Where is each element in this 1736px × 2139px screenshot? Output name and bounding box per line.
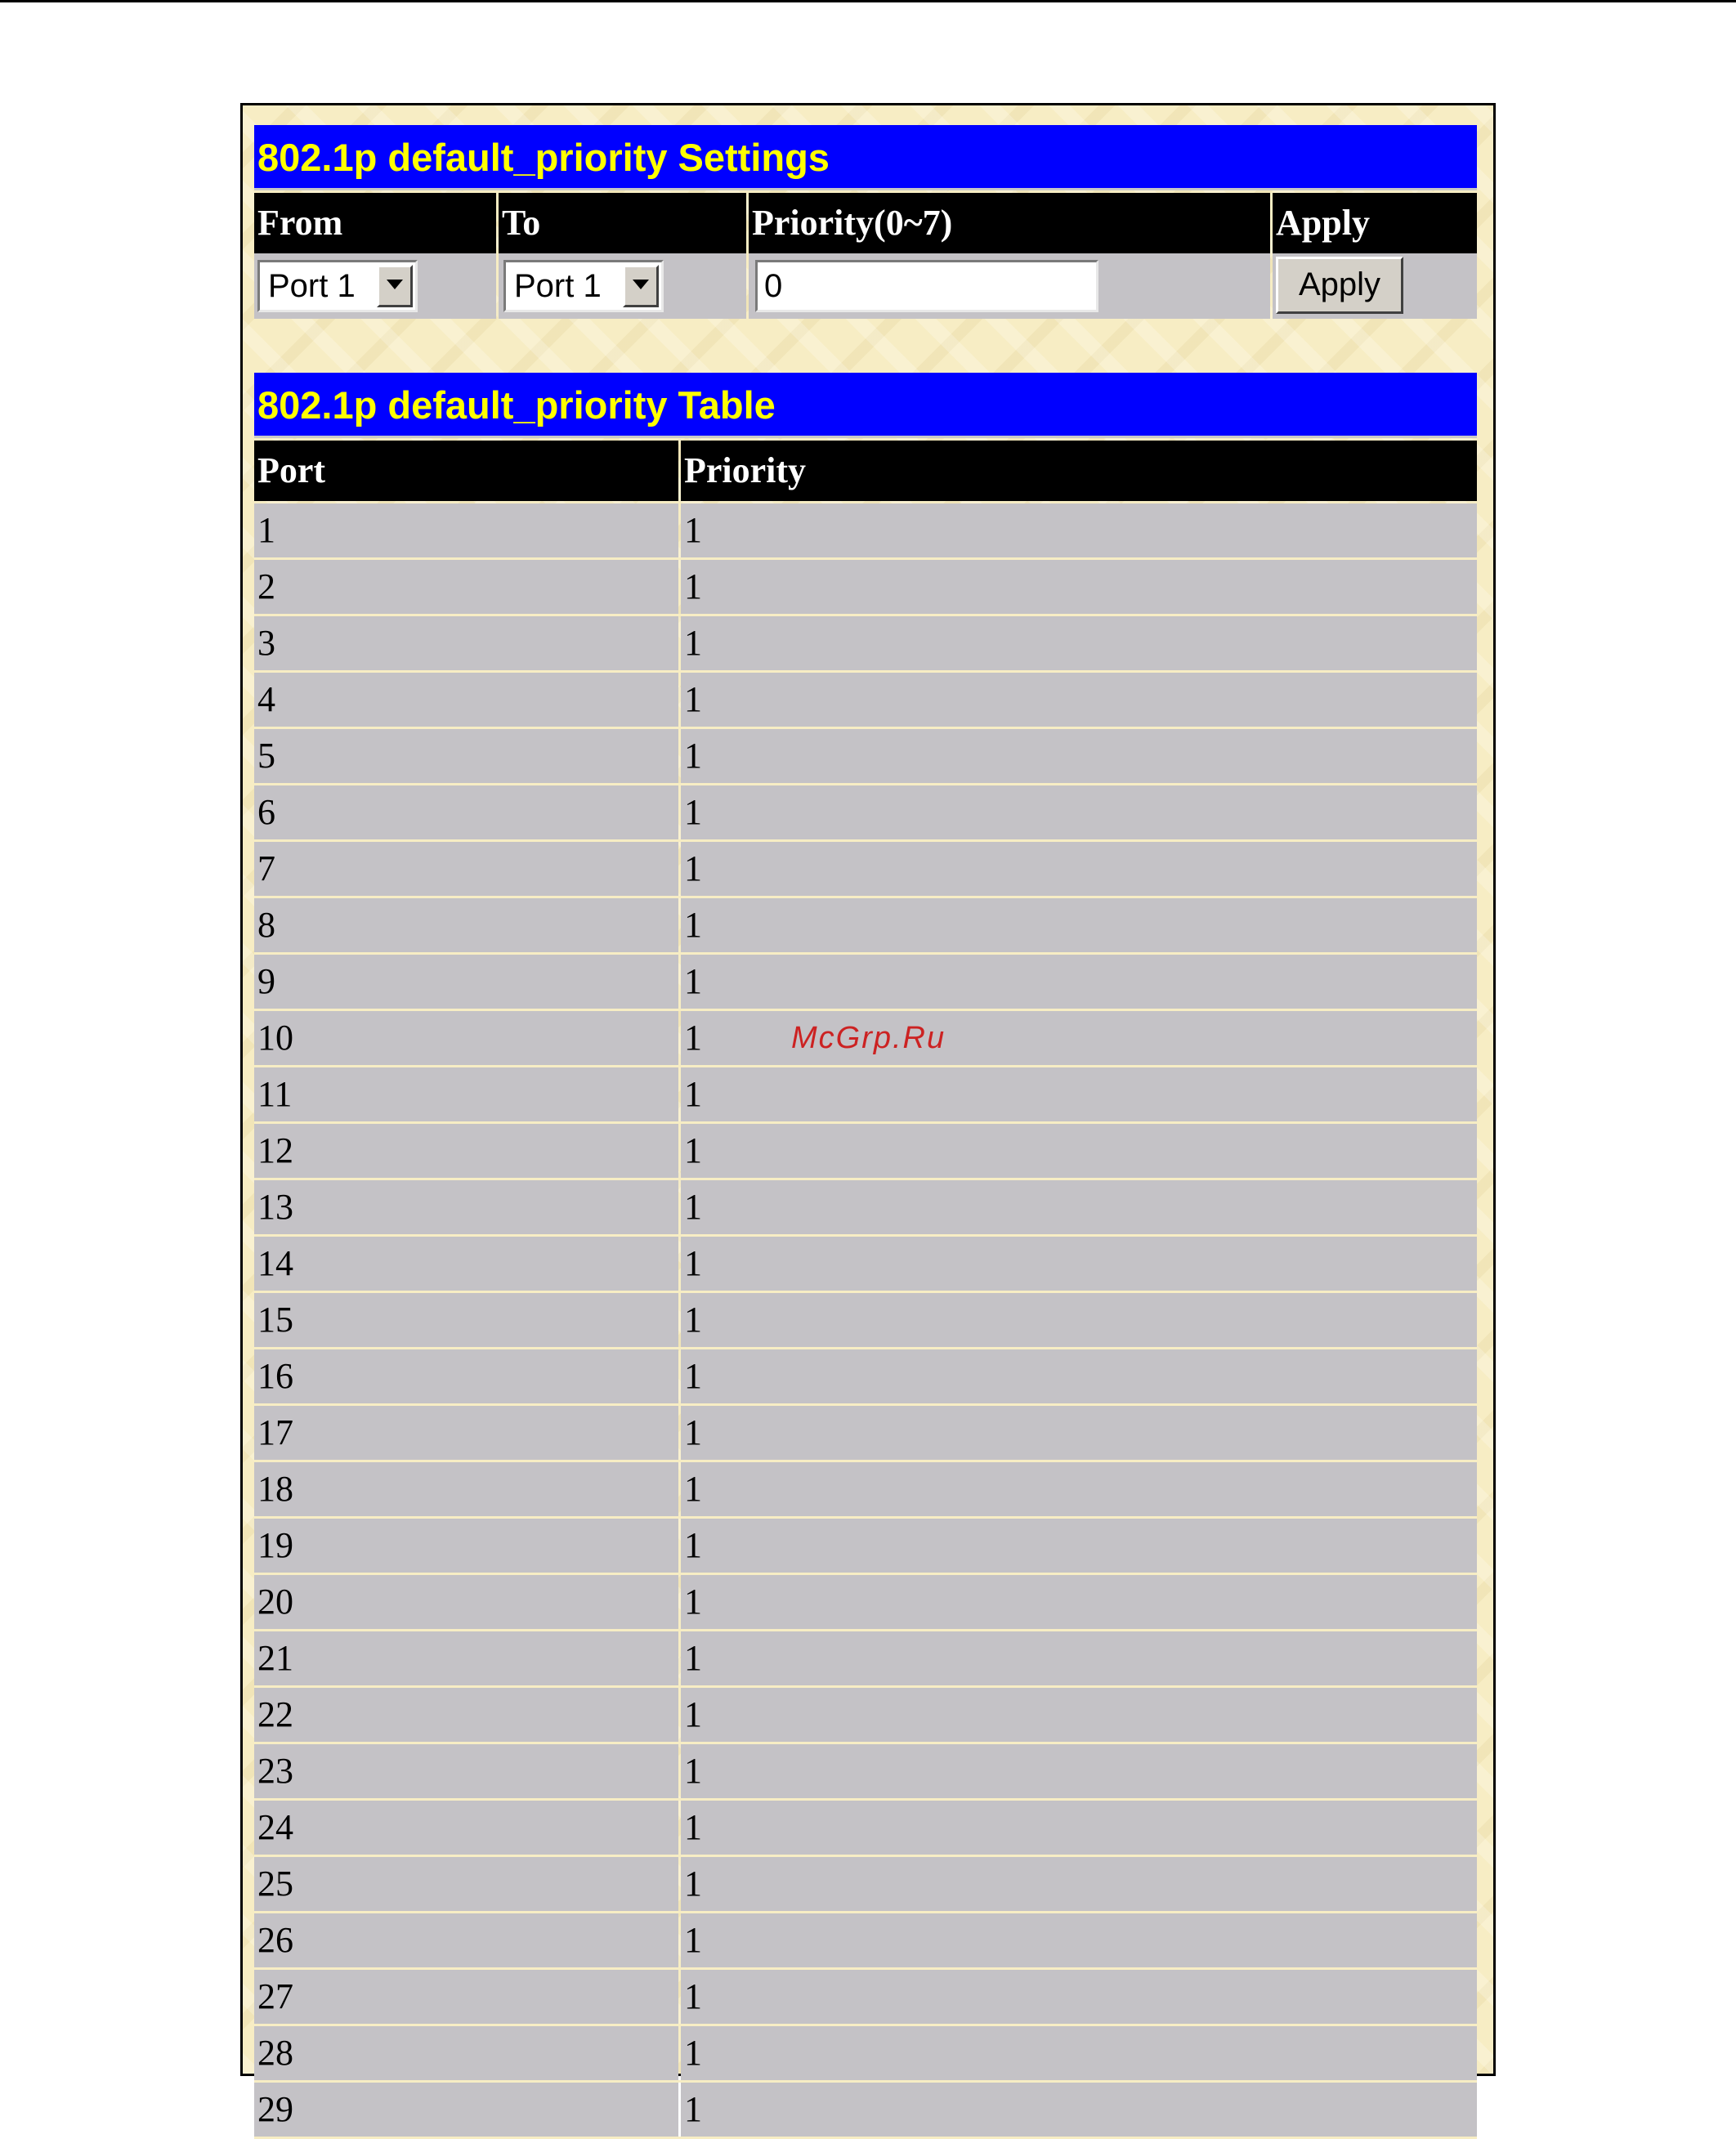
priority-cell: 1 xyxy=(681,616,1477,670)
chevron-down-icon[interactable] xyxy=(623,265,659,307)
table-row xyxy=(254,1406,1477,1462)
settings-panel xyxy=(240,103,1496,2129)
table-row xyxy=(254,1293,1477,1349)
table-row xyxy=(254,2026,1477,2083)
apply-button[interactable]: Apply xyxy=(1276,257,1403,314)
port-cell: 11 xyxy=(254,1067,678,1121)
from-port-value: Port 1 xyxy=(268,268,356,304)
priority-cell: 1 xyxy=(681,1519,1477,1573)
priority-cell: 1 xyxy=(681,2083,1477,2137)
port-cell: 8 xyxy=(254,898,678,952)
table-row xyxy=(254,673,1477,729)
to-port-select[interactable] xyxy=(503,260,664,312)
port-cell: 18 xyxy=(254,1462,678,1516)
table-row xyxy=(254,1913,1477,1970)
port-column-header: Port xyxy=(254,441,678,501)
port-cell: 25 xyxy=(254,1857,678,1911)
priority-cell: 1 xyxy=(681,898,1477,952)
table-row xyxy=(254,1744,1477,1801)
priority-cell: 1 xyxy=(681,1293,1477,1347)
port-cell: 10 xyxy=(254,1011,678,1065)
priority-cell: 1 xyxy=(681,1406,1477,1460)
port-cell: 14 xyxy=(254,1237,678,1291)
priority-cell: 1 xyxy=(681,785,1477,839)
table-row xyxy=(254,1067,1477,1124)
priority-header: Priority(0~7) xyxy=(749,193,1270,253)
priority-cell: 1 xyxy=(681,842,1477,896)
port-cell: 20 xyxy=(254,1575,678,1629)
table-row xyxy=(254,955,1477,1011)
port-cell: 29 xyxy=(254,2083,678,2137)
port-cell: 27 xyxy=(254,1970,678,2024)
table-row xyxy=(254,616,1477,673)
apply-cell xyxy=(1273,253,1477,319)
watermark: McGrp.Ru xyxy=(791,1021,946,1055)
table-row xyxy=(254,1462,1477,1519)
table-row xyxy=(254,1575,1477,1631)
port-cell: 26 xyxy=(254,1913,678,1967)
table-row xyxy=(254,898,1477,955)
priority-cell: 1 xyxy=(681,1067,1477,1121)
port-cell: 21 xyxy=(254,1631,678,1685)
table-row xyxy=(254,785,1477,842)
priority-cell: 1 xyxy=(681,673,1477,727)
priority-cell: 1 xyxy=(681,1631,1477,1685)
table-row xyxy=(254,1519,1477,1575)
priority-cell: 1 xyxy=(681,560,1477,614)
table-row xyxy=(254,560,1477,616)
priority-cell: 1 xyxy=(681,1970,1477,2024)
table-row xyxy=(254,842,1477,898)
to-cell xyxy=(499,253,746,319)
from-cell xyxy=(254,253,496,319)
table-row xyxy=(254,1857,1477,1913)
priority-cell: 1 xyxy=(681,1462,1477,1516)
table-row xyxy=(254,1349,1477,1406)
table-row xyxy=(254,1631,1477,1688)
port-cell: 28 xyxy=(254,2026,678,2080)
port-cell: 24 xyxy=(254,1801,678,1855)
port-cell: 22 xyxy=(254,1688,678,1742)
port-cell: 5 xyxy=(254,729,678,783)
priority-cell: 1 xyxy=(681,1349,1477,1403)
priority-table-body xyxy=(254,503,1477,2139)
port-cell: 2 xyxy=(254,560,678,614)
priority-cell: 1 xyxy=(681,955,1477,1009)
priority-cell: 1 xyxy=(681,1011,1477,1065)
to-header: To xyxy=(499,193,746,253)
priority-cell: 1 xyxy=(681,1124,1477,1178)
port-cell: 7 xyxy=(254,842,678,896)
top-rule xyxy=(0,0,1736,2)
table-title: 802.1p default_priority Table xyxy=(254,373,1477,438)
table-row xyxy=(254,1124,1477,1180)
priority-column-header: Priority xyxy=(681,441,1477,501)
port-cell: 23 xyxy=(254,1744,678,1798)
port-cell: 15 xyxy=(254,1293,678,1347)
table-row xyxy=(254,2083,1477,2139)
to-port-value: Port 1 xyxy=(514,268,602,304)
table-row xyxy=(254,503,1477,560)
priority-cell: 1 xyxy=(681,729,1477,783)
port-cell: 19 xyxy=(254,1519,678,1573)
port-cell: 6 xyxy=(254,785,678,839)
priority-cell: 1 xyxy=(681,1744,1477,1798)
table-row xyxy=(254,1180,1477,1237)
chevron-down-icon[interactable] xyxy=(377,265,413,307)
table-row xyxy=(254,1970,1477,2026)
priority-cell: 1 xyxy=(681,1180,1477,1234)
priority-cell: 1 xyxy=(681,1913,1477,1967)
port-cell: 17 xyxy=(254,1406,678,1460)
table-row xyxy=(254,1237,1477,1293)
priority-cell: 1 xyxy=(681,1857,1477,1911)
port-cell: 9 xyxy=(254,955,678,1009)
apply-header: Apply xyxy=(1273,193,1477,253)
port-cell: 1 xyxy=(254,503,678,557)
table-row xyxy=(254,729,1477,785)
priority-cell: 1 xyxy=(681,1575,1477,1629)
table-row xyxy=(254,1688,1477,1744)
priority-input[interactable] xyxy=(755,260,1098,312)
settings-title: 802.1p default_priority Settings xyxy=(254,125,1477,190)
table-row xyxy=(254,1801,1477,1857)
priority-cell: 1 xyxy=(681,1801,1477,1855)
port-cell: 3 xyxy=(254,616,678,670)
priority-cell: 1 xyxy=(681,2026,1477,2080)
from-header: From xyxy=(254,193,496,253)
port-cell: 12 xyxy=(254,1124,678,1178)
from-port-select[interactable] xyxy=(257,260,418,312)
priority-cell: 1 xyxy=(681,1237,1477,1291)
port-cell: 16 xyxy=(254,1349,678,1403)
priority-cell xyxy=(749,253,1270,319)
port-cell: 13 xyxy=(254,1180,678,1234)
priority-cell: 1 xyxy=(681,1688,1477,1742)
port-cell: 4 xyxy=(254,673,678,727)
priority-cell: 1 xyxy=(681,503,1477,557)
